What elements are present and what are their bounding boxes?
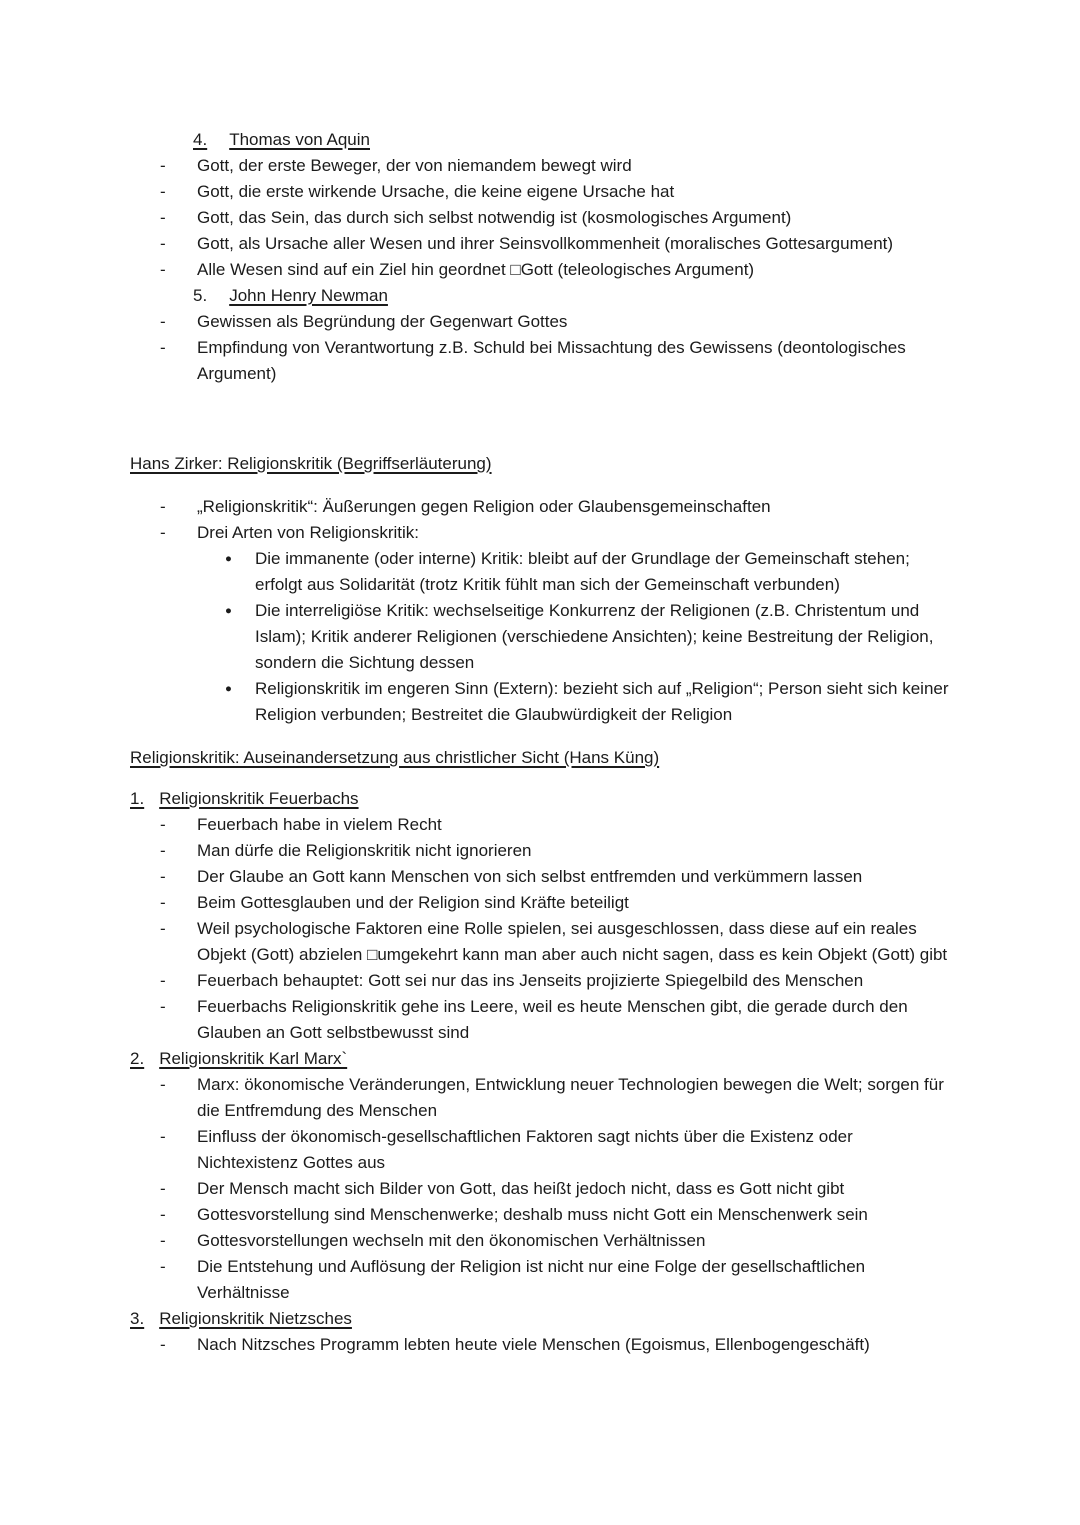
item-text: Der Mensch macht sich Bilder von Gott, das heißt jedoch nicht, dass es Gott nicht gibt (197, 1179, 845, 1198)
list-item (130, 1254, 958, 1306)
numbered-heading-karl-marx (130, 1046, 958, 1072)
item-text: Gott, die erste wirkende Ursache, die keine eigene Ursache hat (197, 182, 675, 201)
item-text: Gott, das Sein, das durch sich selbst notwendig ist (kosmologisches Argument) (197, 208, 792, 227)
list-item (130, 520, 958, 546)
number-label: 3. (130, 1309, 145, 1328)
item-text: Beim Gottesglauben und der Religion sind Kräfte beteiligt (197, 893, 629, 912)
dash-bullet: - (160, 1127, 166, 1146)
item-text: Gott, der erste Beweger, der von niemandem bewegt wird (197, 156, 632, 175)
item-text: Gottesvorstellungen wechseln mit den ökonomischen Verhältnissen (197, 1231, 706, 1250)
dash-bullet: - (160, 919, 166, 938)
list-item (130, 1202, 958, 1228)
item-text: Gewissen als Begründung der Gegenwart Gottes (197, 312, 568, 331)
dash-bullet: - (160, 893, 166, 912)
list-item (130, 257, 958, 283)
dash-bullet: - (160, 208, 166, 227)
dash-bullet: - (160, 234, 166, 253)
dot-bullet: ● (225, 605, 232, 617)
item-text: Drei Arten von Religionskritik: (197, 523, 420, 542)
numbered-heading-thomas-von-aquin (130, 127, 958, 153)
list-item (130, 1228, 958, 1254)
list-item (130, 1332, 958, 1358)
dash-bullet: - (160, 815, 166, 834)
numbered-heading-nietzsches (130, 1306, 958, 1332)
dash-bullet: - (160, 1257, 166, 1276)
list-item (130, 494, 958, 520)
heading-text: Religionskritik Feuerbachs (159, 789, 359, 808)
dash-bullet: - (160, 1179, 166, 1198)
item-text: Die Entstehung und Auflösung der Religion ist nicht nur eine Folge der gesellschaftlichen Verhältnisse (197, 1257, 866, 1302)
list-item (130, 598, 958, 676)
heading-text: Religionskritik: Auseinandersetzung aus christlicher Sicht (Hans Küng) (130, 748, 660, 767)
dash-bullet: - (160, 1335, 166, 1354)
list-item (130, 676, 958, 728)
list-item (130, 968, 958, 994)
section-heading-hans-zirker (130, 451, 958, 477)
heading-text: John Henry Newman (229, 286, 388, 305)
list-item (130, 1176, 958, 1202)
dash-bullet: - (160, 1205, 166, 1224)
dot-bullet: ● (225, 553, 232, 565)
number-label: 2. (130, 1049, 145, 1068)
list-item (130, 812, 958, 838)
item-text: Empfindung von Verantwortung z.B. Schuld bei Missachtung des Gewissens (deontologisches Argument) (197, 338, 906, 383)
list-item (130, 916, 958, 968)
number-label: 5. (193, 286, 208, 305)
item-text: Alle Wesen sind auf ein Ziel hin geordnet □Gott (teleologisches Argument) (197, 260, 755, 279)
item-text: Gottesvorstellung sind Menschenwerke; deshalb muss nicht Gott ein Menschenwerk sein (197, 1205, 868, 1224)
dash-bullet: - (160, 497, 166, 516)
item-text: Marx: ökonomische Veränderungen, Entwicklung neuer Technologien bewegen die Welt; sorgen für die Entfremdung des Menschen (197, 1075, 944, 1120)
dash-bullet: - (160, 1231, 166, 1250)
heading-text: Religionskritik Nietzsches (159, 1309, 352, 1328)
dash-bullet: - (160, 867, 166, 886)
number-label: 4. (193, 130, 208, 149)
item-text: Religionskritik im engeren Sinn (Extern): bezieht sich auf „Religion“; Person sieht sich keiner Religion verbunden; Bestreitet die Glaubwürdigkeit der Religion (255, 679, 949, 724)
item-text: Feuerbachs Religionskritik gehe ins Leere, weil es heute Menschen gibt, die gerade durch den Glauben an Gott selbstbewusst sind (197, 997, 908, 1042)
list-item (130, 546, 958, 598)
heading-text: Hans Zirker: Religionskritik (Begriffserläuterung) (130, 454, 492, 473)
list-item (130, 890, 958, 916)
list-item (130, 231, 958, 257)
item-text: Nach Nitzsches Programm lebten heute viele Menschen (Egoismus, Ellenbogengeschäft) (197, 1335, 870, 1354)
dash-bullet: - (160, 312, 166, 331)
list-item (130, 153, 958, 179)
list-item (130, 838, 958, 864)
dash-bullet: - (160, 156, 166, 175)
list-item (130, 1124, 958, 1176)
dot-bullet: ● (225, 683, 232, 695)
item-text: Weil psychologische Faktoren eine Rolle spielen, sei ausgeschlossen, dass diese auf ein reales Objekt (Gott) abzielen □umgekehrt kann man aber auch nicht sagen, dass es kein Objekt (Gott) gibt (197, 919, 948, 964)
item-text: Feuerbach behauptet: Gott sei nur das ins Jenseits projizierte Spiegelbild des Menschen (197, 971, 864, 990)
dash-bullet: - (160, 997, 166, 1016)
heading-text: Thomas von Aquin (229, 130, 370, 149)
list-item (130, 335, 958, 387)
item-text: Feuerbach habe in vielem Recht (197, 815, 442, 834)
numbered-heading-feuerbachs (130, 786, 958, 812)
heading-text: Religionskritik Karl Marx` (159, 1049, 348, 1068)
dash-bullet: - (160, 841, 166, 860)
item-text: Die interreligiöse Kritik: wechselseitige Konkurrenz der Religionen (z.B. Christentum und Islam); Kritik anderer Religionen (verschiedene Ansichten); keine Bestreitung der Religion, sondern die Sichtung dessen (255, 601, 934, 672)
list-item (130, 994, 958, 1046)
item-text: Die immanente (oder interne) Kritik: bleibt auf der Grundlage der Gemeinschaft stehen; erfolgt aus Solidarität (trotz Kritik fühlt man sich der Gemeinschaft verbunden) (255, 549, 910, 594)
item-text: „Religionskritik“: Äußerungen gegen Religion oder Glaubensgemeinschaften (197, 497, 771, 516)
section-heading-hans-kueng (130, 745, 958, 771)
number-label: 1. (130, 789, 145, 808)
list-item (130, 309, 958, 335)
list-item (130, 864, 958, 890)
numbered-heading-john-henry-newman (130, 283, 958, 309)
dash-bullet: - (160, 1075, 166, 1094)
item-text: Man dürfe die Religionskritik nicht ignorieren (197, 841, 532, 860)
dash-bullet: - (160, 971, 166, 990)
dash-bullet: - (160, 338, 166, 357)
item-text: Gott, als Ursache aller Wesen und ihrer Seinsvollkommenheit (moralisches Gottesargument) (197, 234, 894, 253)
dash-bullet: - (160, 260, 166, 279)
list-item (130, 179, 958, 205)
list-item (130, 205, 958, 231)
list-item (130, 1072, 958, 1124)
item-text: Der Glaube an Gott kann Menschen von sich selbst entfremden und verkümmern lassen (197, 867, 863, 886)
dash-bullet: - (160, 523, 166, 542)
item-text: Einfluss der ökonomisch-gesellschaftlichen Faktoren sagt nichts über die Existenz oder Nichtexistenz Gottes aus (197, 1127, 853, 1172)
dash-bullet: - (160, 182, 166, 201)
